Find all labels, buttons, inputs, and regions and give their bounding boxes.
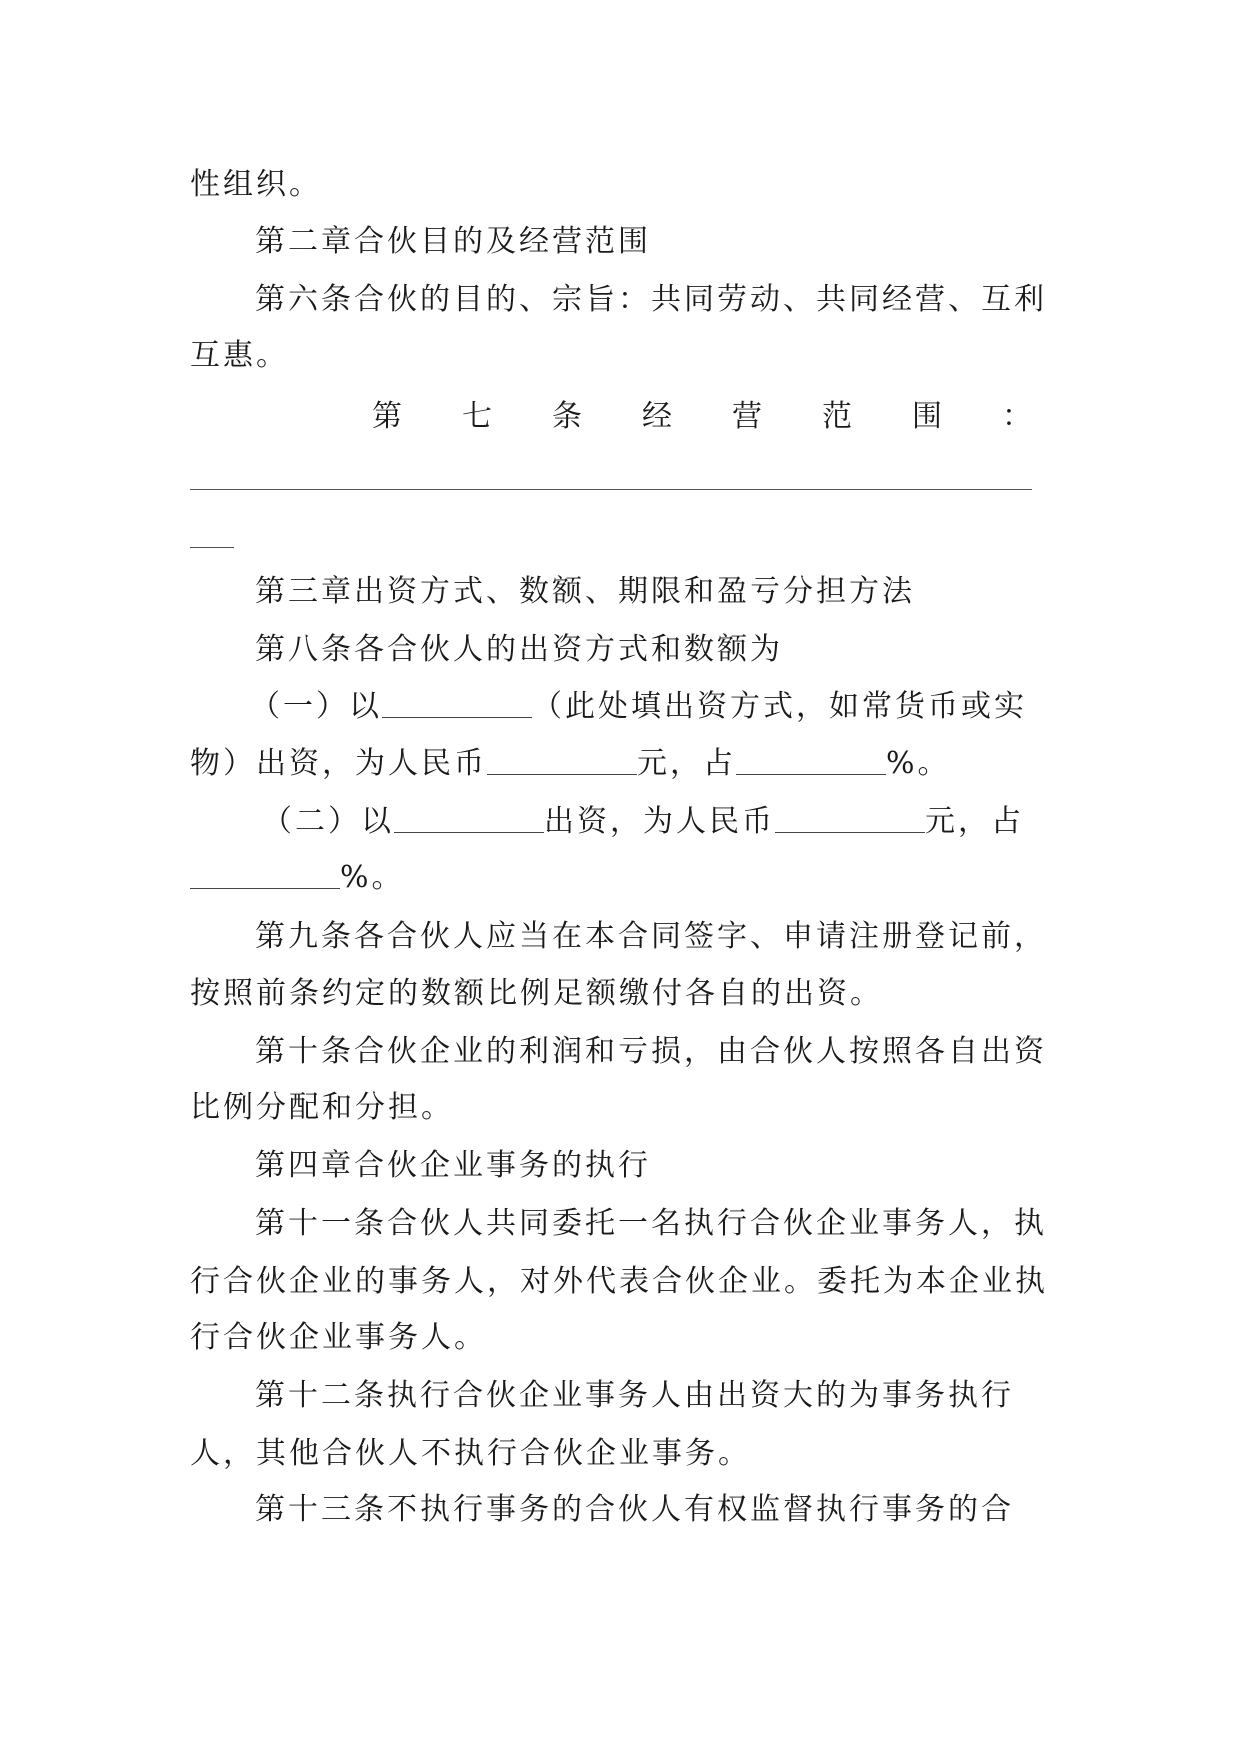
line-text: （二）以: [262, 804, 394, 839]
line-text: 出资，为人民币: [544, 804, 775, 839]
article-seven-spread-heading: [372, 397, 1032, 437]
spread-char: 七: [462, 399, 492, 434]
spread-char: 围: [912, 399, 942, 434]
fill-in-blank: [775, 802, 925, 833]
line-text: （一）以: [250, 689, 382, 724]
text-line: 性组织。: [190, 167, 322, 202]
fill-in-blank: [190, 858, 340, 889]
text-line: [190, 744, 1050, 784]
text-line: 第六条合伙的目的、宗旨：共同劳动、共同经营、互利: [255, 282, 1047, 317]
line-text: %。: [886, 746, 951, 781]
text-line: 行合伙企业事务人。: [190, 1320, 487, 1355]
text-line: 互惠。: [190, 338, 289, 373]
fill-in-blank-line: [190, 489, 1032, 490]
fill-in-blank: [487, 744, 637, 775]
fill-in-blank: [382, 687, 532, 718]
spread-char: 范: [822, 399, 852, 434]
fill-in-blank: [736, 744, 886, 775]
chapter-heading: 第四章合伙企业事务的执行: [255, 1148, 651, 1183]
line-text: 物）出资，为人民币: [190, 746, 487, 781]
fill-in-blank-line: [190, 547, 234, 548]
text-line: [250, 687, 1045, 727]
text-line: 第十一条合伙人共同委托一名执行合伙企业事务人，执: [255, 1206, 1047, 1241]
fill-in-blank: [394, 802, 544, 833]
text-line: 比例分配和分担。: [190, 1090, 454, 1125]
chapter-heading: 第三章出资方式、数额、期限和盈亏分担方法: [255, 574, 915, 609]
text-line: [190, 858, 1050, 898]
chapter-heading: 第二章合伙目的及经营范围: [255, 224, 651, 259]
text-line: 按照前条约定的数额比例足额缴付各自的出资。: [190, 976, 883, 1011]
line-text: %。: [340, 860, 405, 895]
text-line: 第十三条不执行事务的合伙人有权监督执行事务的合: [255, 1492, 1014, 1527]
spread-char: 经: [642, 399, 672, 434]
spread-char: 营: [732, 399, 762, 434]
text-line: 第十二条执行合伙企业事务人由出资大的为事务执行: [255, 1378, 1014, 1413]
line-text: （此处填出资方式，如常货币或实: [532, 689, 1027, 724]
spread-char: ：: [1002, 399, 1032, 434]
text-line: 第八条各合伙人的出资方式和数额为: [255, 632, 783, 667]
text-line: 第十条合伙企业的利润和亏损，由合伙人按照各自出资: [255, 1034, 1047, 1069]
line-text: 元，占: [637, 746, 736, 781]
text-line: 第九条各合伙人应当在本合同签字、申请注册登记前，: [255, 919, 1047, 954]
text-line: 行合伙企业的事务人，对外代表合伙企业。委托为本企业执: [190, 1264, 1048, 1299]
spread-char: 第: [372, 399, 402, 434]
text-line: [262, 802, 1057, 842]
spread-char: 条: [552, 399, 582, 434]
line-text: 元，占: [925, 804, 1024, 839]
text-line: 人，其他合伙人不执行合伙企业事务。: [190, 1436, 751, 1471]
